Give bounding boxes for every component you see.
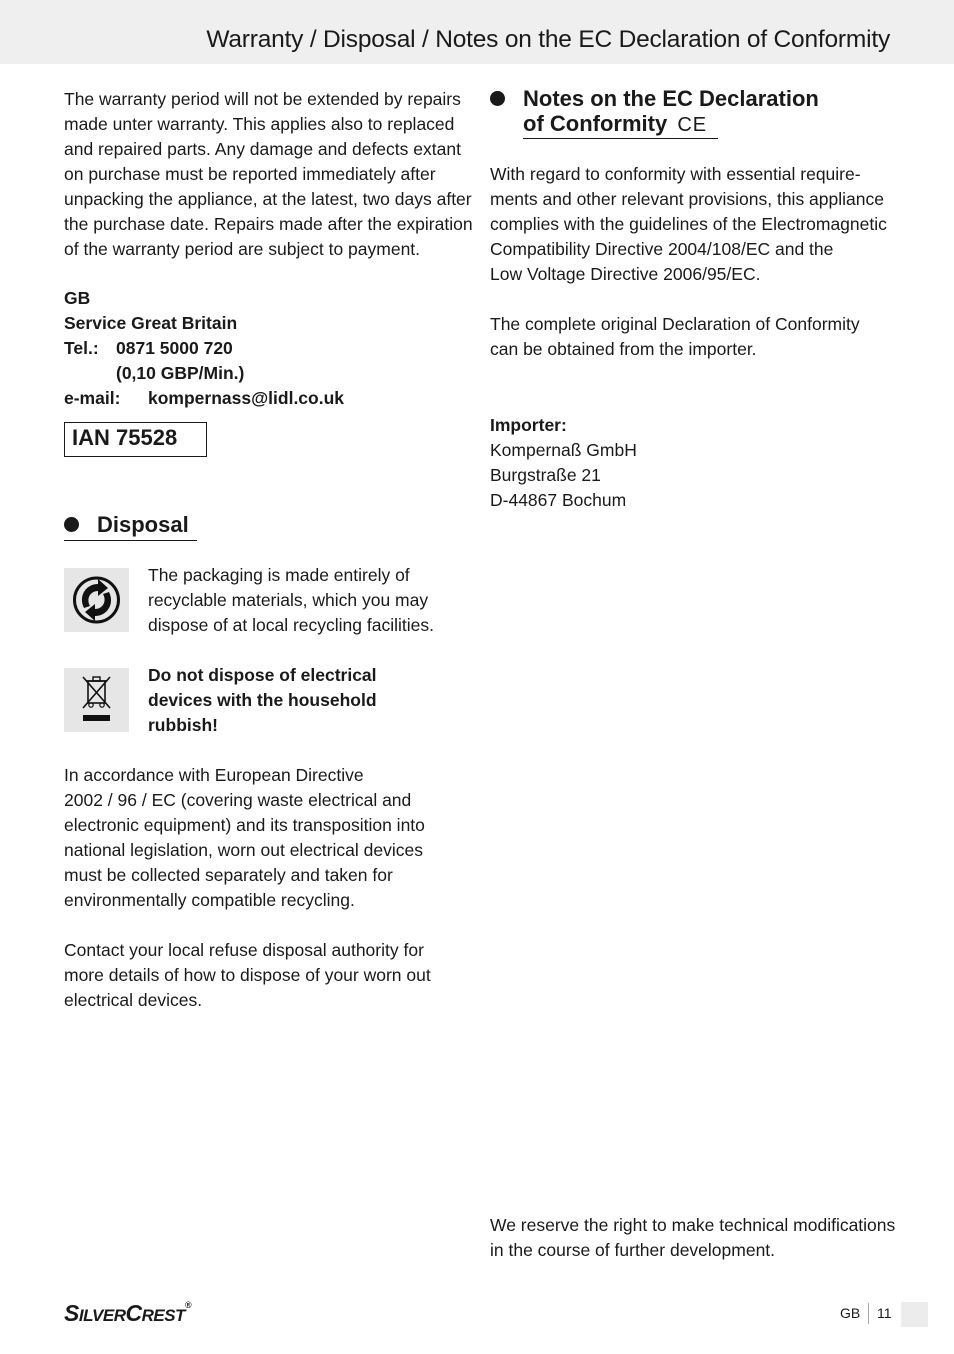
page-title: Warranty / Disposal / Notes on the EC Declaration of Conformity: [206, 26, 890, 53]
ian-number: IAN 75528: [72, 425, 178, 450]
contact-authority-paragraph: [64, 938, 431, 1013]
page-number: 11: [877, 1305, 892, 1321]
warranty-line: of the warranty period are subject to payment.: [64, 239, 421, 259]
warranty-line: The warranty period will not be extended by repairs: [64, 89, 461, 109]
tel-rate: (0,10 GBP/Min.): [116, 363, 245, 383]
directive-line: must be collected separately and taken for: [64, 865, 393, 885]
service-country: GB: [64, 288, 91, 308]
disposal-heading: Disposal: [97, 512, 189, 537]
directive-line: national legislation, worn out electrical devices: [64, 840, 423, 860]
conformity-original-line: The complete original Declaration of Conformity: [490, 314, 860, 334]
warning-line: rubbish!: [148, 715, 218, 735]
tel-value: 0871 5000 720: [116, 338, 233, 358]
warranty-line: on purchase must be reported immediately after: [64, 164, 436, 184]
bullet-icon: [490, 91, 505, 106]
tel-label: Tel.:: [64, 338, 99, 358]
footer-language: GB: [840, 1305, 861, 1321]
directive-line: 2002 / 96 / EC (covering waste electrical and: [64, 790, 412, 810]
importer-line: Burgstraße 21: [490, 465, 601, 485]
conformity-original-paragraph: [490, 312, 860, 362]
reserve-line: We reserve the right to make technical modifications: [490, 1215, 896, 1235]
packaging-line: recyclable materials, which you may: [148, 590, 429, 610]
service-email-row: [64, 386, 344, 411]
importer-line: Kompernaß GmbH: [490, 440, 637, 460]
packaging-line: dispose of at local recycling facilities.: [148, 615, 434, 635]
importer-line: D-44867 Bochum: [490, 490, 627, 510]
conformity-heading-text: of Conformity: [523, 111, 668, 136]
conformity-intro-line: With regard to conformity with essential require-: [490, 164, 861, 184]
packaging-line: The packaging is made entirely of: [148, 565, 410, 585]
conformity-original-line: can be obtained from the importer.: [490, 339, 757, 359]
conformity-intro-line: complies with the guidelines of the Electromagnetic: [490, 214, 887, 234]
contact-authority-line: Contact your local refuse disposal authority for: [64, 940, 424, 960]
disposal-heading-underline: [64, 540, 197, 541]
footer-separator: [868, 1303, 869, 1324]
conformity-heading-underline: [523, 138, 718, 139]
contact-authority-line: electrical devices.: [64, 990, 203, 1010]
warranty-line: the purchase date. Repairs made after the expiration: [64, 214, 473, 234]
crossed-out-wheelie-bin-icon: [64, 668, 129, 732]
conformity-heading-line1: Notes on the EC Declaration: [523, 86, 819, 111]
ian-box: [64, 422, 207, 457]
warranty-line: made unter warranty. This applies also to replaced: [64, 114, 455, 134]
service-tel-row: [64, 336, 344, 361]
warning-paragraph: [148, 663, 377, 738]
conformity-intro-line: Low Voltage Directive 2006/95/EC.: [490, 264, 761, 284]
warning-line: Do not dispose of electrical: [148, 665, 377, 685]
reserve-line: in the course of further development.: [490, 1240, 776, 1260]
directive-line: environmentally compatible recycling.: [64, 890, 355, 910]
directive-paragraph: [64, 763, 425, 913]
service-contact: [64, 286, 344, 411]
service-name: Service Great Britain: [64, 313, 238, 333]
warranty-paragraph: [64, 87, 473, 262]
bullet-icon: [64, 517, 79, 532]
directive-line: In accordance with European Directive: [64, 765, 364, 785]
warranty-line: unpacking the appliance, at the latest, two days after: [64, 189, 472, 209]
header-bar: [0, 0, 954, 64]
contact-authority-line: more details of how to dispose of your worn out: [64, 965, 431, 985]
ce-mark-icon: CE: [677, 114, 708, 136]
warranty-line: and repaired parts. Any damage and defects extant: [64, 139, 461, 159]
directive-line: electronic equipment) and its transposition into: [64, 815, 425, 835]
packaging-paragraph: [148, 563, 434, 638]
email-value[interactable]: kompernass@lidl.co.uk: [148, 388, 345, 408]
footer-tab-marker: [901, 1302, 928, 1327]
conformity-heading-line2: [523, 111, 707, 138]
conformity-intro-line: Compatibility Directive 2004/108/EC and the: [490, 239, 834, 259]
email-label: e-mail:: [64, 388, 121, 408]
conformity-intro-line: ments and other relevant provisions, this appliance: [490, 189, 884, 209]
green-dot-recycling-icon: [64, 568, 129, 632]
importer-label: Importer:: [490, 415, 567, 435]
conformity-intro-paragraph: [490, 162, 887, 287]
importer-block: [490, 413, 637, 513]
reserve-note: [490, 1213, 895, 1263]
warning-line: devices with the household: [148, 690, 377, 710]
silvercrest-logo: SILVERCREST®: [64, 1300, 192, 1326]
